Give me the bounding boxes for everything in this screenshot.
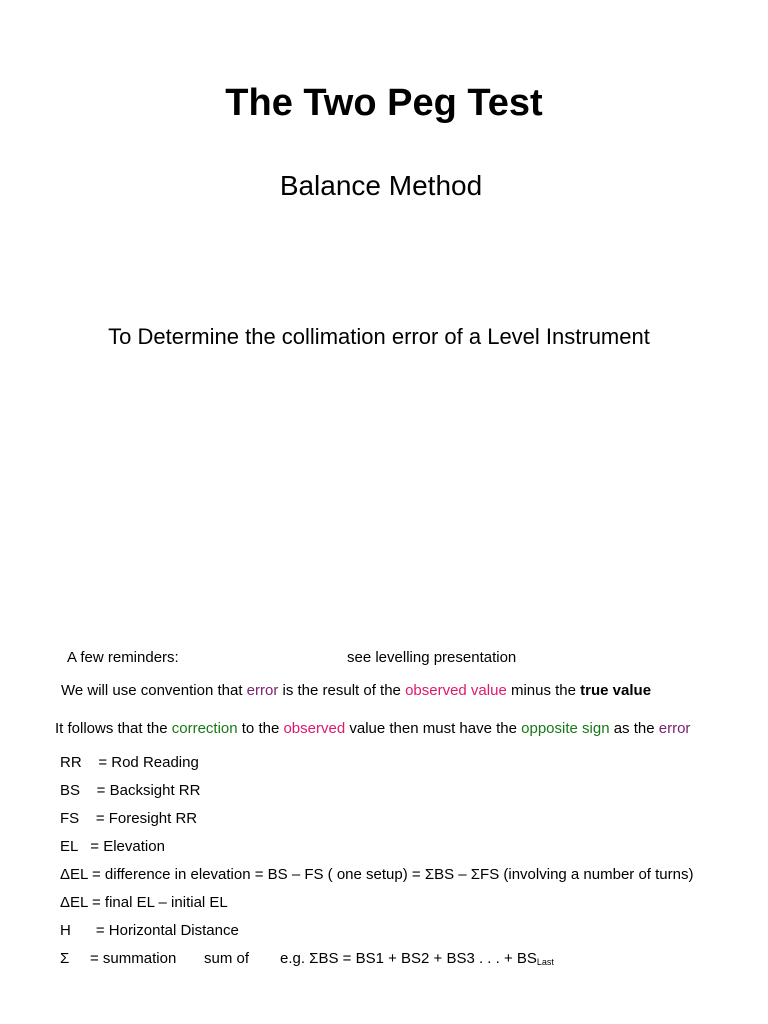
convention-sentence [61, 681, 651, 701]
sigma-sum-of: sum of [204, 950, 250, 967]
definition-rr: RR = Rod Reading [60, 754, 199, 771]
convention-text-2: is the result of the [278, 682, 406, 699]
purpose-statement: To Determine the collimation error of a Level Instrument [108, 324, 650, 349]
correction-term: correction [171, 720, 238, 737]
sigma-example-text: e.g. ΣBS = BS1 + BS2 + BS3 . . . + BS [280, 950, 537, 967]
definition-h: H = Horizontal Distance [60, 922, 239, 939]
definition-bs: BS = Backsight RR [60, 782, 201, 799]
follows-text-4: as the [609, 720, 659, 737]
reminders-label: A few reminders: [67, 649, 179, 666]
follows-text-2: to the [237, 720, 284, 737]
opposite-sign-term: opposite sign [521, 720, 610, 737]
sigma-meaning: = summation [90, 950, 177, 967]
reminders-reference: see levelling presentation [347, 649, 517, 666]
follows-text-1: It follows that the [55, 720, 172, 737]
true-value-term: true value [580, 682, 652, 699]
definition-fs: FS = Foresight RR [60, 810, 198, 827]
definition-delta-el-final: ΔEL = final EL – initial EL [60, 894, 228, 911]
convention-text-3: minus the [506, 682, 581, 699]
follows-text-3: value then must have the [345, 720, 522, 737]
page-title: The Two Peg Test [225, 82, 543, 124]
sigma-example-subscript: Last [536, 957, 554, 967]
definition-delta-el: ΔEL = difference in elevation = BS – FS ( one setup) = ΣBS – ΣFS (involving a number of turns) [60, 866, 694, 883]
observed-term: observed [283, 720, 346, 737]
error-term-2: error [658, 720, 691, 737]
observed-value-term: observed value [405, 682, 507, 699]
follows-sentence [55, 719, 690, 739]
definition-el: EL = Elevation [60, 838, 165, 855]
convention-text-1: We will use convention that [61, 682, 247, 699]
sigma-symbol: Σ [60, 950, 70, 967]
page-subtitle: Balance Method [279, 170, 483, 201]
error-term: error [246, 682, 279, 699]
sigma-example [280, 949, 554, 972]
